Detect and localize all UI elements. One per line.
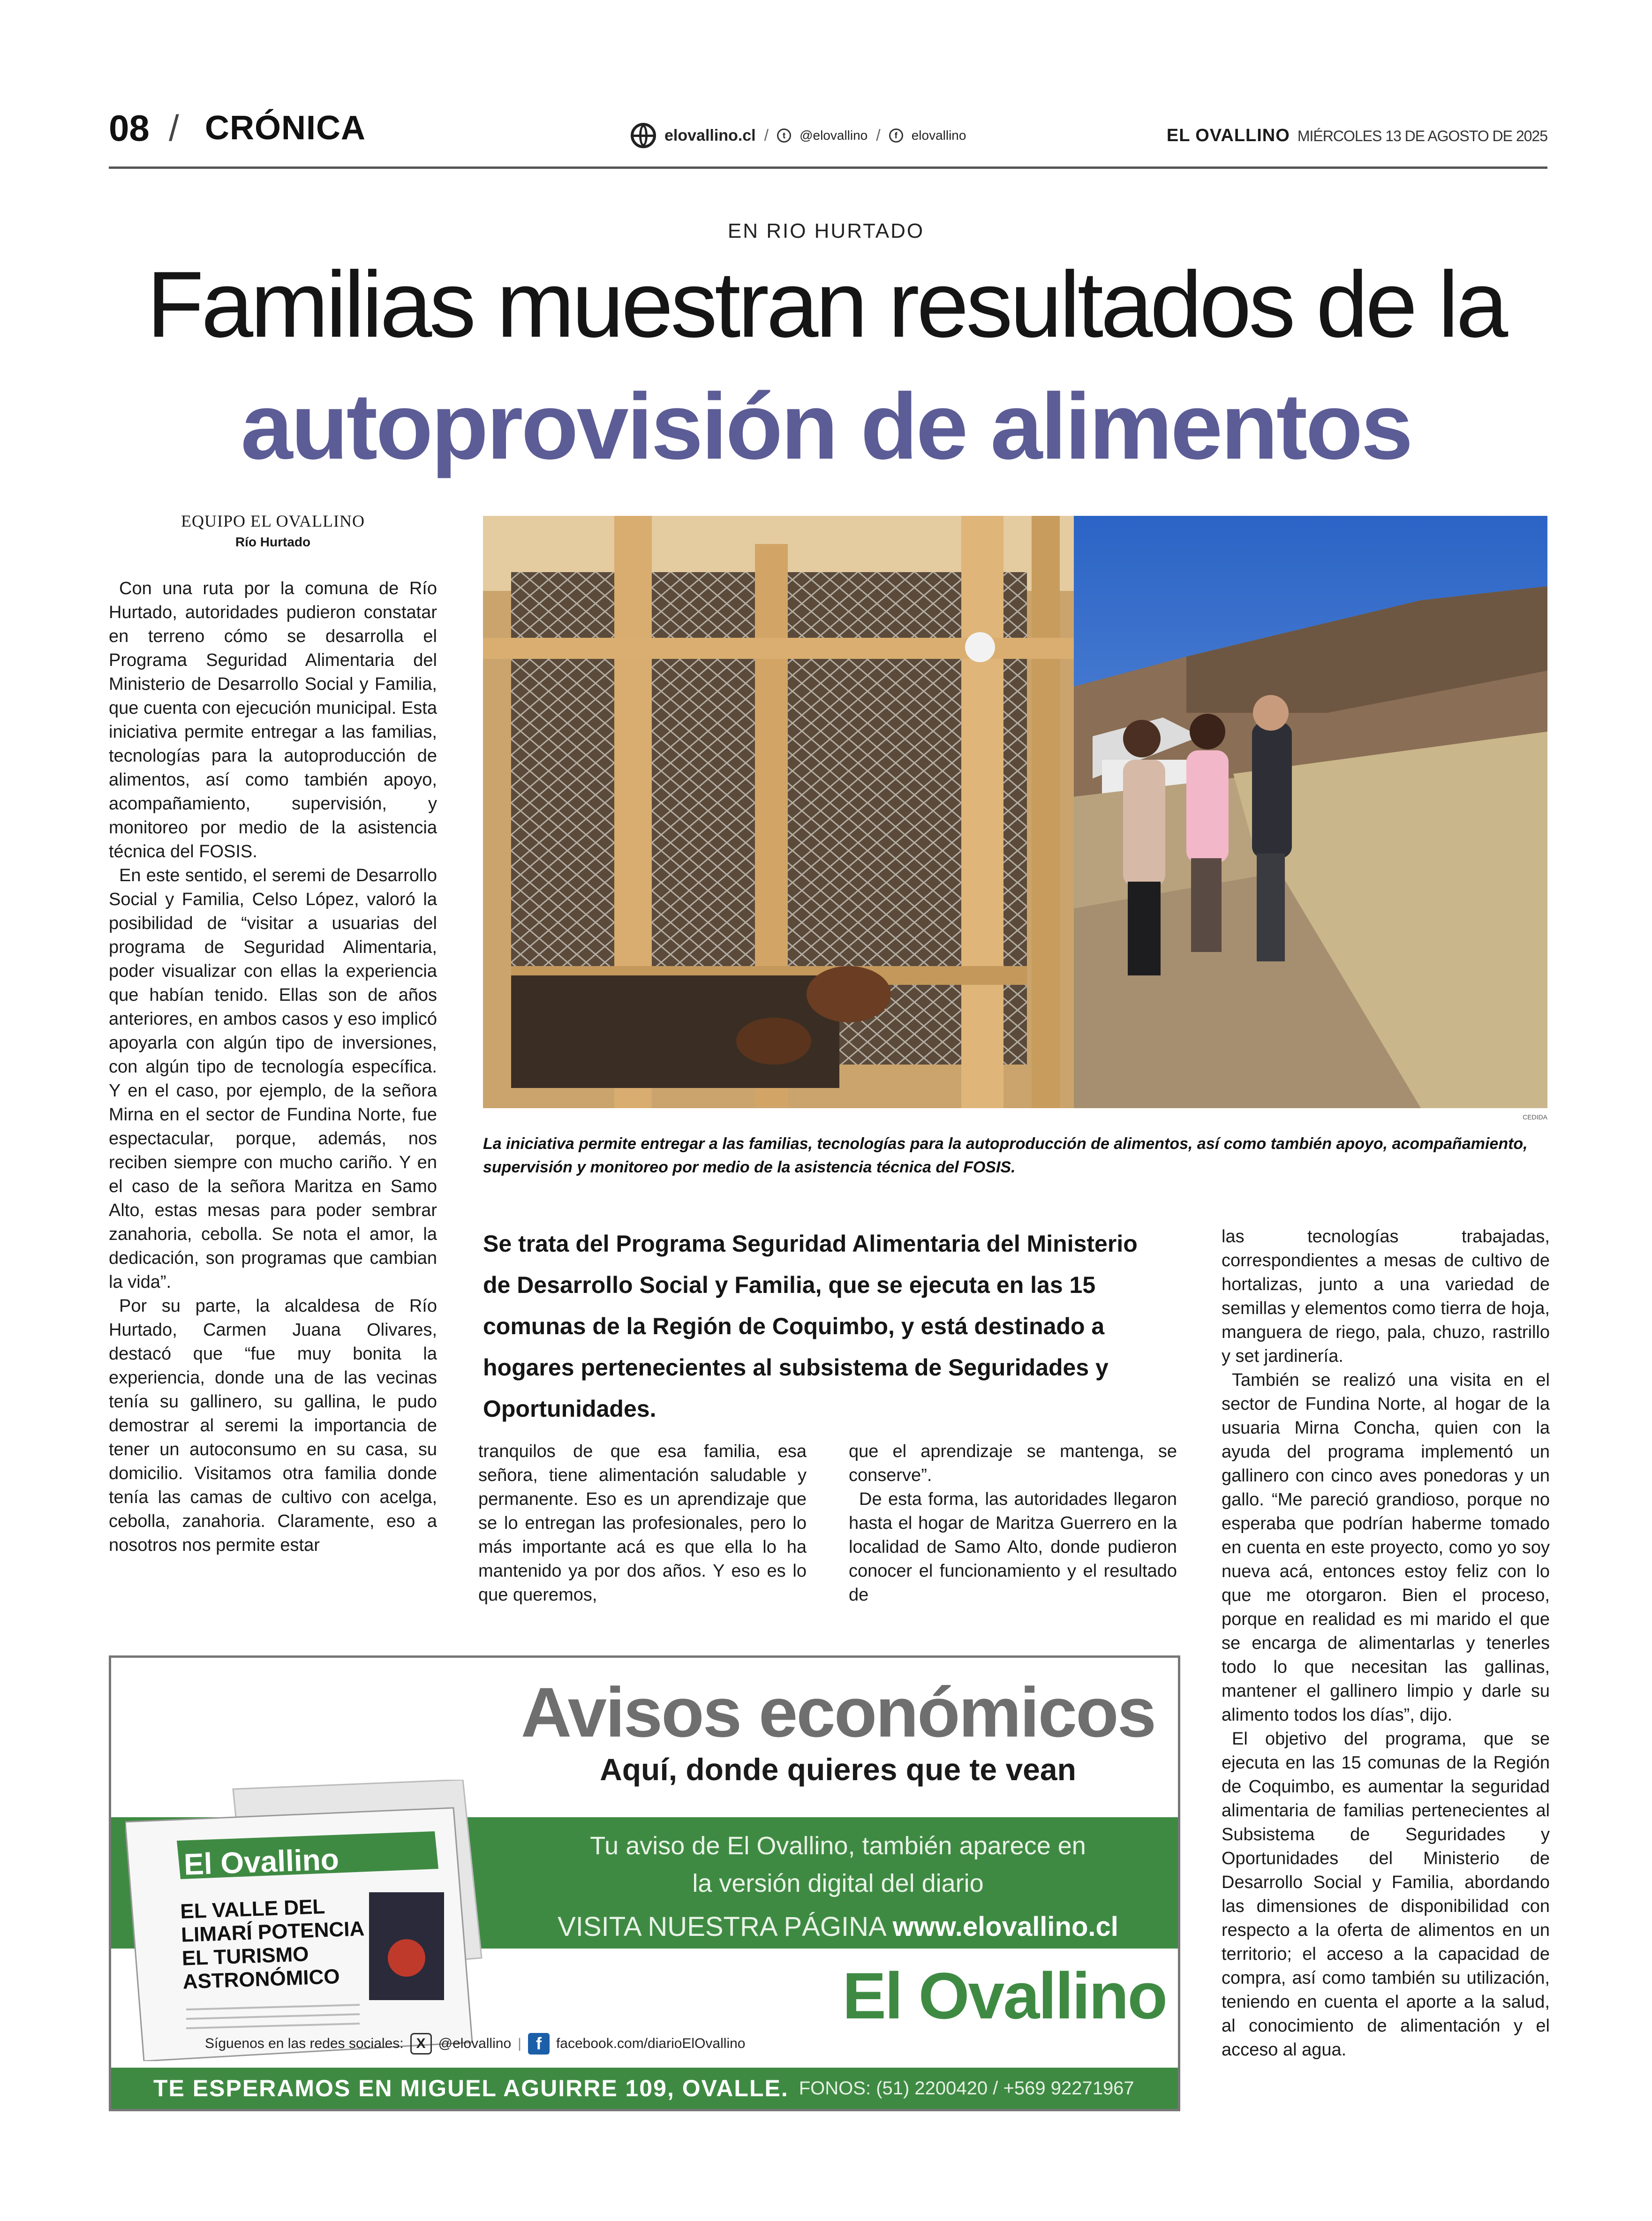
- body-column-1: [109, 577, 437, 1557]
- twitter-icon: t: [777, 128, 791, 143]
- headline-line1: Familias muestran resultados de la: [146, 252, 1506, 357]
- classifieds-ad[interactable]: [109, 1655, 1180, 2111]
- website-link[interactable]: elovallino.cl: [664, 126, 756, 144]
- headline-line2: autoprovisión de alimentos: [241, 374, 1411, 479]
- newspaper-headline: EL VALLE DEL LIMARÍ POTENCIA EL TURISMO ASTRONÓMICO: [180, 1895, 364, 1994]
- twitter-handle[interactable]: @elovallino: [800, 128, 868, 143]
- ad-address-bar: [111, 2068, 1178, 2109]
- header-slash: /: [169, 107, 179, 149]
- ad-visit: [510, 1911, 1166, 1942]
- brand-name: EL OVALLINO: [1166, 126, 1290, 145]
- ad-line2: la versión digital del diario: [692, 1869, 984, 1897]
- byline-location: Río Hurtado: [235, 535, 311, 549]
- body-column-4: [1222, 1225, 1550, 2062]
- social-label: Síguenos en las redes sociales:: [205, 2036, 404, 2051]
- paragraph: Por su parte, la alcaldesa de Río Hurtado, Carmen Juana Olivares, destacó que “fue muy bonita la experiencia, donde una de las vecinas tenía su gallinero, su gallina, le pudo demostrar al seremi la importancia de tener un autoconsumo en su casa, su domicilio. Visitamos otra familia donde tenía las camas de cultivo con acelga, cebolla, zanahoria. Claramente, eso a nosotros nos permite estar: [109, 1296, 437, 1555]
- x-icon: X: [410, 2033, 432, 2055]
- photo-caption: La iniciativa permite entregar a las familias, tecnologías para la autoproducción de alimentos, así como también apoyo, acompañamiento, supervisión y monitoreo por medio de la asistencia técnica del FOSIS.: [483, 1135, 1528, 1176]
- header-social: elovallino.cl / t @elovallino / f elovallino: [631, 123, 966, 148]
- ad-social-row: Síguenos en las redes sociales: X @elovallino | f facebook.com/diarioElOvallino: [205, 2033, 745, 2055]
- newspaper-illustration: [125, 1780, 491, 2061]
- ad-title: Avisos económicos: [520, 1673, 1155, 1752]
- ad-line1: Tu aviso de El Ovallino, también aparece en: [590, 1832, 1086, 1860]
- byline: EQUIPO EL OVALLINO: [181, 512, 365, 530]
- facebook-icon: f: [889, 128, 903, 143]
- facebook-icon: f: [528, 2033, 550, 2055]
- header-brand-date: [1167, 126, 1547, 146]
- paragraph: También se realizó una visita en el sector de Fundina Norte, al hogar de la usuaria Mirna Concha, quien con la ayuda del programa implementó un gallinero con cinco aves ponedoras y un gallo. “Me pareció grandioso, porque no esperaba que podrían haberme tomado en cuenta en este proyecto, como yo soy nueva acá, entonces estoy feliz con lo que me otorgaron. Bien el proceso, porque en realidad es mi marido el que se encarga de alimentarlas y tenerles todo lo que necesitan las gallinas, mantener el gallinero limpio y darle su alimento todos los días”, dijo.: [1222, 1370, 1550, 1725]
- article-photo: [483, 516, 1547, 1108]
- paragraph: De esta forma, las autoridades llegaron hasta el hogar de Maritza Guerrero en la localidad de Samo Alto, donde pudieron conocer el funcionamiento y el resultado de: [849, 1489, 1177, 1605]
- ad-phones: FONOS: (51) 2200420 / +569 92271967: [799, 2077, 1134, 2099]
- article-kicker: EN RIO HURTADO: [727, 219, 925, 242]
- ad-logo: El Ovallino: [842, 1959, 1166, 2032]
- ad-visit-url[interactable]: www.elovallino.cl: [892, 1911, 1118, 1942]
- body-column-3: [849, 1440, 1177, 1607]
- photo-credit: CEDIDA: [1523, 1113, 1547, 1121]
- section-name: CRÓNICA: [205, 109, 366, 147]
- header-rule: [109, 166, 1547, 169]
- paragraph: las tecnologías trabajadas, correspondientes a mesas de cultivo de hortalizas, junto a una variedad de semillas y elementos como tierra de hoja, manguera de riego, pala, chuzo, rastrillo y set jardinería.: [1222, 1227, 1550, 1366]
- paragraph: tranquilos de que esa familia, esa señora, tiene alimentación saludable y permanente. Eso es un aprendizaje que se lo entregan las profesionales, pero lo más importante acá es que ella lo ha mantenido ya por dos años. Y eso es lo que queremos,: [478, 1442, 807, 1605]
- ad-subtitle: Aquí, donde quieres que te vean: [600, 1752, 1076, 1787]
- ad-visit-label: VISITA NUESTRA PÁGINA: [558, 1911, 885, 1942]
- paragraph: Con una ruta por la comuna de Río Hurtado, autoridades pudieron constatar en terreno cómo se desarrolla el Programa Seguridad Alimentaria del Ministerio de Desarrollo Social y Familia, que cuenta con ejecución municipal. Esta iniciativa permite entregar a las familias, tecnologías para la autoproducción de alimentos, así como también apoyo, acompañamiento, supervisión, y monitoreo por medio de la asistencia técnica del FOSIS.: [109, 579, 437, 861]
- newspaper-brand: El Ovallino: [183, 1842, 339, 1881]
- paragraph: En este sentido, el seremi de Desarrollo Social y Familia, Celso López, valoró la posibilidad de “visitar a usuarias del programa de Seguridad Alimentaria, poder visualizar con ellas la experiencia que habían tenido. Ellas son de años anteriores, en ambos casos y eso implicó apoyarla con algún tipo de inversiones, con algún tipo de tecnología específica. Y en el caso, por ejemplo, de la señora Mirna en el sector de Fundina Norte, fue espectacular, porque, además, nos reciben siempre con mucho cariño. Y en el caso de la señora Maritza en Samo Alto, estas mesas para poder sembrar zanahoria, cebolla. Se nota el amor, la dedicación, son programas que cambian la vida”.: [109, 866, 437, 1292]
- ad-address: TE ESPERAMOS EN MIGUEL AGUIRRE 109, OVALLE.: [153, 2075, 789, 2101]
- chicken-coop-photo: [483, 516, 1547, 1108]
- issue-date: MIÉRCOLES 13 DE AGOSTO DE 2025: [1297, 128, 1547, 144]
- people-group: [1123, 695, 1292, 975]
- pull-quote: Se trata del Programa Seguridad Alimentaria del Ministerio de Desarrollo Social y Familia, que se ejecuta en las 15 comunas de la Región de Coquimbo, y está destinado a hogares pertenecientes al subsistema de Seguridades y Oportunidades.: [483, 1231, 1138, 1422]
- page-number: 08: [109, 107, 150, 149]
- social-fb-link[interactable]: facebook.com/diarioElOvallino: [556, 2036, 746, 2051]
- paragraph: que el aprendizaje se mantenga, se conserve”.: [849, 1442, 1177, 1485]
- body-column-2: [478, 1440, 807, 1607]
- social-x-handle[interactable]: @elovallino: [438, 2036, 512, 2051]
- facebook-handle[interactable]: elovallino: [911, 128, 966, 143]
- globe-icon: [631, 123, 656, 148]
- paragraph: El objetivo del programa, que se ejecuta en las 15 comunas de la Región de Coquimbo, es aumentar la seguridad alimentaria de familias pertenecientes al Subsistema de Seguridades y Oportunidades del Ministerio de Desarrollo Social y Familia, abordando las dimensiones de disponibilidad con respecto a la oferta de alimentos en un territorio; el acceso a la capacidad de compra, así como también su utilización, teniendo en cuenta el aporte a la salud, al conocimiento de alimentación y el acceso al agua.: [1222, 1729, 1550, 2060]
